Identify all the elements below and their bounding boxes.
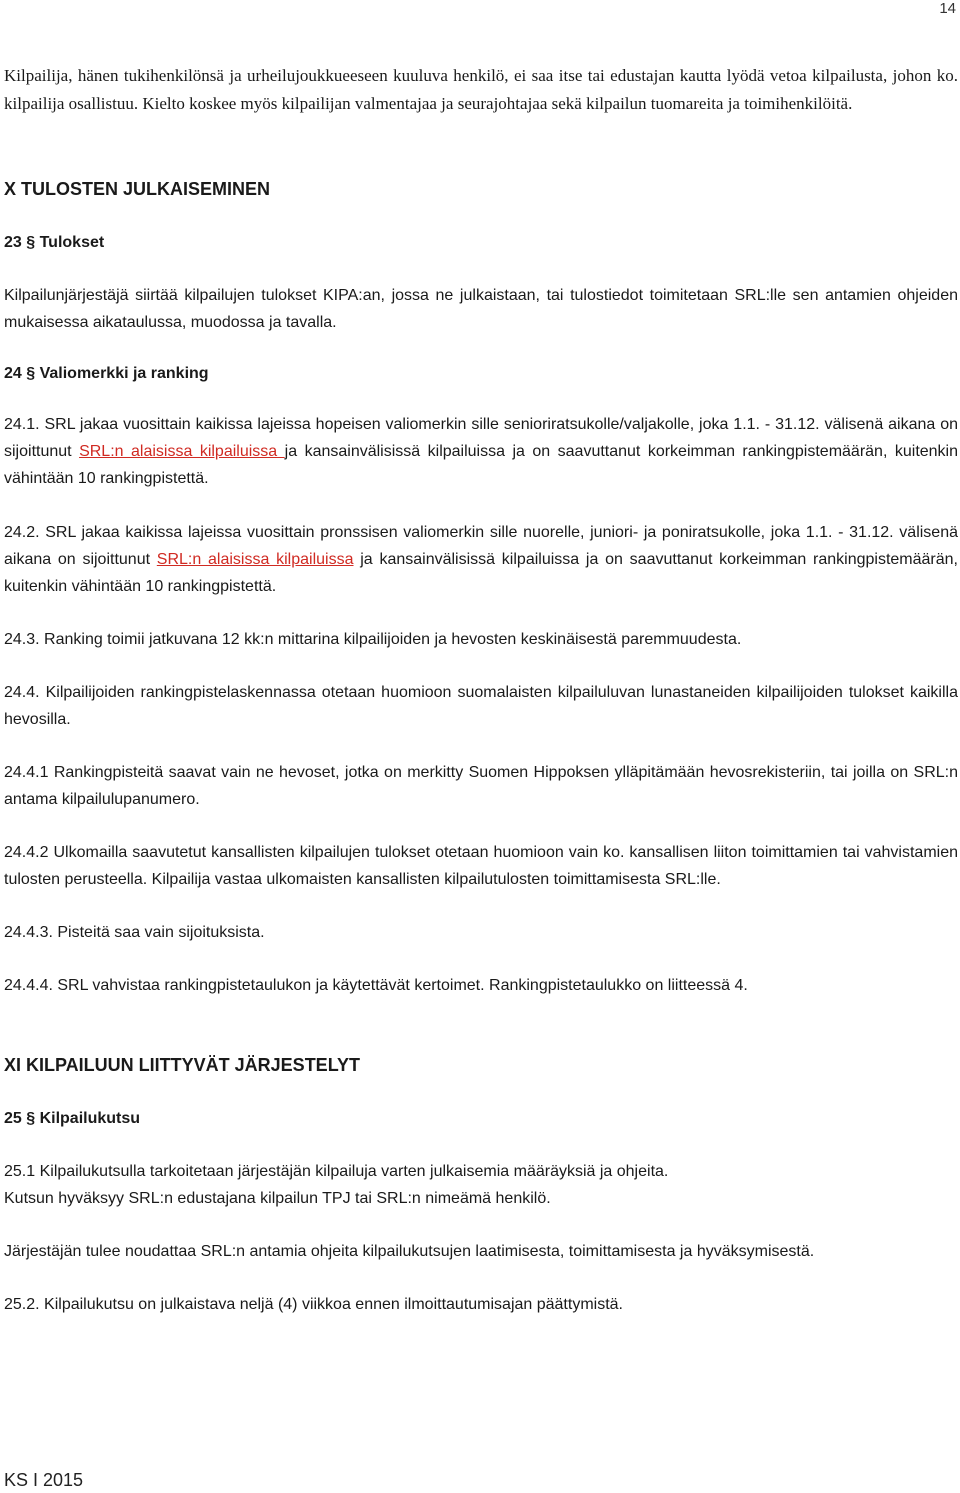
srl-competitions-link-2[interactable]: SRL:n alaisissa kilpailuissa [156,551,354,568]
section-23-title: 23 § Tulokset [4,234,105,251]
srl-competitions-link[interactable]: SRL:n alaisissa kilpailuissa [79,443,285,460]
section-24-4-2: 24.4.2 Ulkomailla saavutetut kansallisten kilpailujen tulokset otetaan huomioon vain ko. kansallisen liiton toimittamien tai vahvistamien tulosten perusteella. Kilpailija vastaa ulkomaisten kansallisten kilpailutulosten toimittamisesta SRL:lle. [4,844,958,888]
section-24-3: 24.3. Ranking toimii jatkuvana 12 kk:n mittarina kilpailijoiden ja hevosten keskinäisestä paremmuudesta. [4,631,742,648]
footer-code: KS I 2015 [4,1470,84,1490]
section-24-4-4: 24.4.4. SRL vahvistaa rankingpistetaulukon ja käytettävät kertoimet. Rankingpistetaulukko on liitteessä 4. [4,977,748,994]
section-24-2-after: ja kansainvälisissä kilpailuissa ja on saavuttanut korkeimman rankingpistemäärän, kuitenkin vähintään 10 rankingpistettä. [4,551,959,595]
section-24-title: 24 § Valiomerkki ja ranking [4,365,209,382]
section-25-title: 25 § Kilpailukutsu [4,1110,141,1127]
document-body [4,62,958,1318]
section-25-1a: 25.1 Kilpailukutsulla tarkoitetaan järjestäjän kilpailuja varten julkaisemia määräyksiä ja ohjeita. [4,1163,669,1180]
section-24-1-after: ja kansainvälisissä kilpailuissa ja on saavuttanut korkeimman rankingpistemäärän, kuitenkin vähintään 10 rankingpistettä. [4,443,959,487]
section-24-1-before: 24.1. SRL jakaa vuosittain kaikissa lajeissa hopeisen valiomerkin sille senioriratsukolle/valjakolle, joka 1.1. - 31.12. välisenä aikana on sijoittunut [4,416,958,460]
section-24-4: 24.4. Kilpailijoiden rankingpistelaskennassa otetaan huomioon suomalaisten kilpailuluvan lunastaneiden kilpailijoiden tulokset kaikilla hevosilla. [4,684,958,728]
section-25-1b: Kutsun hyväksyy SRL:n edustajana kilpailun TPJ tai SRL:n nimeämä henkilö. [4,1190,551,1207]
section-24-1 [4,411,958,492]
section-23-text: Kilpailunjärjestäjä siirtää kilpailujen tulokset KIPA:an, jossa ne julkaistaan, tai tulostiedot toimitetaan SRL:lle sen antamien ohjeiden mukaisessa aikataulussa, muodossa ja tavalla. [4,287,958,331]
section-25-2: 25.2. Kilpailukutsu on julkaistava neljä (4) viikkoa ennen ilmoittautumisajan päättymistä. [4,1296,623,1313]
section-24-2-before: 24.2. SRL jakaa kaikissa lajeissa vuosittain pronssisen valiomerkin sille nuorelle, juniori- ja poniratsukolle, joka 1.1. - 31.12. välisenä aikana on sijoittunut [4,524,958,568]
page-number: 14 [939,0,956,17]
section-24-4-1: 24.4.1 Rankingpisteitä saavat vain ne hevoset, jotka on merkitty Suomen Hippoksen ylläpitämään hevosrekisteriin, tai joilla on SRL:n antama kilpailulupanumero. [4,764,958,808]
chapter-x-title: X TULOSTEN JULKAISEMINEN [4,179,271,199]
section-24-2 [4,519,958,600]
section-25-text: Järjestäjän tulee noudattaa SRL:n antamia ohjeita kilpailukutsujen laatimisesta, toimittamisesta ja hyväksymisestä. [4,1243,815,1260]
section-24-4-3: 24.4.3. Pisteitä saa vain sijoituksista. [4,924,265,941]
intro-paragraph: Kilpailija, hänen tukihenkilönsä ja urheilujoukkueeseen kuuluva henkilö, ei saa itse tai edustajan kautta lyödä vetoa kilpailusta, johon ko. kilpailija osallistuu. Kielto koskee myös kilpailijan valmentajaa ja seurajohtajaa sekä kilpailun tuomareita ja toimihenkilöitä. [4,66,958,113]
chapter-xi-title: XI KILPAILUUN LIITTYVÄT JÄRJESTELYT [4,1055,361,1075]
